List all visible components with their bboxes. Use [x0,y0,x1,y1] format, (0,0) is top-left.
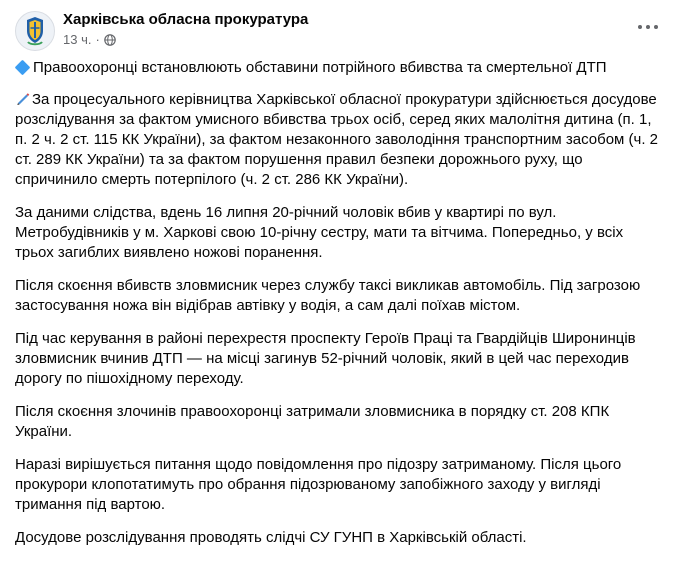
page-name[interactable]: Харківська обласна прокуратура [63,11,309,28]
post-paragraph: За даними слідства, вдень 16 липня 20-річний чоловік вбив у квартирі по вул. Метробудівників у м. Харкові свою 10-річну сестру, мати та вітчима. Попередньо, у всіх трьох загиблих виявлено ножові поранення. [15,204,624,261]
more-options-button[interactable] [638,23,658,31]
headline-text: Правоохоронці встановлюють обставини потрійного вбивства та смертельної ДТП [33,59,607,76]
more-options-icon [654,25,658,29]
post-header [15,10,677,52]
post-paragraph: Після скоєння злочинів правоохоронці затримали зловмисника в порядку ст. 208 КПК України. [15,403,610,440]
pen-icon [15,90,31,106]
post-meta [63,32,116,47]
globe-icon [104,34,116,46]
meta-separator: · [95,32,100,47]
post-paragraph: Наразі вирішується питання щодо повідомлення про підозру затриманому. Після цього прокурори клопотатимуть про обрання підозрюваному запобіжного заходу у вигляді тримання під вартою. [15,456,622,513]
post-time[interactable]: 13 ч. [63,32,92,47]
paragraph-text: За процесуального керівництва Харківської обласної прокуратури здійснюється досудове розслідування за фактом умисного вбивства трьох осіб, серед яких малолітня дитина (п. 1, п. 2 ч. 2 ст. 115 КК України), за фактом незаконного заволодіння транспортним засобом (ч. 2 ст. 289 КК України) та за фактом порушення правил безпеки дорожнього руху, що спричинило смерть потерпілого (ч. 2 ст. 286 КК України). [15,91,659,188]
post-paragraph: Під час керування в районі перехрестя проспекту Героїв Праці та Гвардійців Широнинців зловмисник вчинив ДТП — на місці загинув 52-річний чоловік, який в цей час переходив дорогу по пішохідному переходу. [15,330,636,387]
post-content [15,58,663,561]
blue-diamond-icon [15,60,31,76]
post-headline [15,58,663,78]
prosecutor-emblem-icon [16,12,54,50]
more-options-icon [646,25,650,29]
page-avatar[interactable] [15,11,55,51]
post-paragraph [15,90,663,190]
more-options-icon [638,25,642,29]
post-paragraph: Після скоєння вбивств зловмисник через службу таксі викликав автомобіль. Під загрозою застосування ножа він відібрав автівку у водія, а сам далі поїхав містом. [15,277,641,314]
post-paragraph: Досудове розслідування проводять слідчі СУ ГУНП в Харківській області. [15,529,527,546]
